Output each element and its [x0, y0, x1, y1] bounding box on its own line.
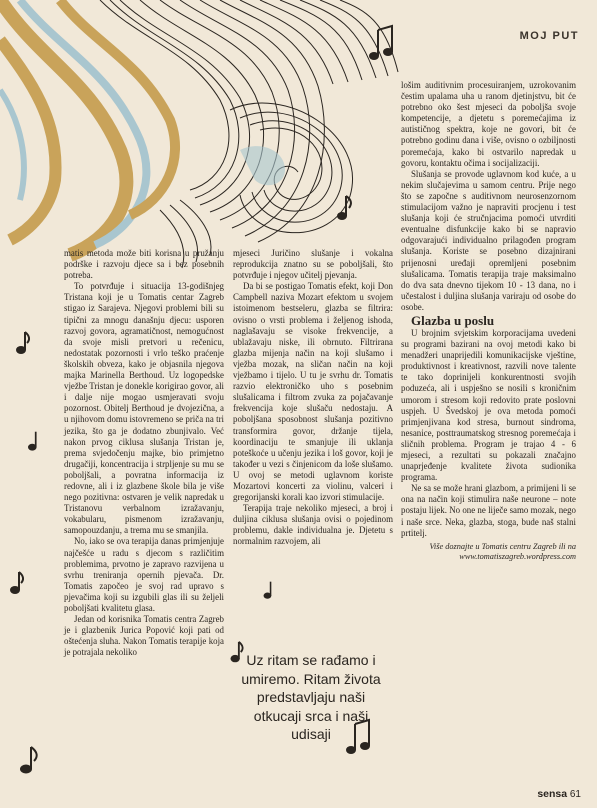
- music-note-icon: [26, 430, 42, 454]
- paragraph: lošim auditivnim procesuiranjem, uzrokovanim čestim upalama uha u ranom djetinjstvu, bit će potrebno oko šest mjeseci da poboljša svoje kompetencije, a djetetu s poremećajima iz autističnog spektra, koje ne govori, bit će potrebno godinu dana i više, ovisno o ozbiljnosti poremećaja, kako bi ostvarilo napredak u govoru, kontaktu očima i socijalizaciji.: [401, 80, 576, 168]
- paragraph: mjeseci Juričino slušanje i vokalna reprodukcija znatno su se poboljšali, što potvrđuje i njegov učitelj pjevanja.: [233, 248, 393, 281]
- paragraph: U brojnim svjetskim korporacijama uvedeni su programi bazirani na ovoj metodi kako bi menadžeri unaprijedili komunikacijske vještine, produktivnost i kreativnost, razvili nove talente te tako doprinijeli konkurentnosti svojih poduzeća, ali i uspješno se nosili s kroničnim umorom i stresom koji redovito prate poslovni uspjeh. U Švedskoj je ova metoda pomoći primjenjivana kod stresa, burnout sindroma, nesanice, posttraumatskog stresnog poremećaja i sličnih problema. Program je trajao 4 - 6 mjeseci, a rezultati su pokazali značajno unaprjeđenje kvalitete života sudionika programa.: [401, 327, 576, 483]
- music-note-icon: [368, 24, 394, 64]
- article-column-2: [233, 248, 393, 548]
- paragraph: No, iako se ova terapija danas primjenjuje najčešće u radu s djecom s različitim problemima, prvotno je zapravo razvijena u svrhu treniranja opernih pjevača. Dr. Tomatis započeo je svoj rad upravo s pjevačima koji su izgubili glas ili su željeli poboljšati kvalitetu glasa.: [64, 536, 224, 613]
- source-note: Više doznajte u Tomatis centru Zagreb ili na www.tomatiszagreb.wordpress.com: [429, 541, 576, 562]
- music-note-icon: [262, 580, 276, 602]
- music-note-icon: [8, 570, 26, 598]
- paragraph: To potvrđuje i situacija 13-godišnjeg Tristana koji je u Tomatis centar Zagreb stigao iz Sarajeva. Njegovi problemi bili su tipični za mnogu današnju djecu: usporen razvoj govora, agramatičnost, nemogućnost da svoje misli pretvori u rečenicu, nedostatak pozornosti i vrlo teško praćenje školskih obveza, kako je objasnila njegova majka Marinella Berthoud. Uz logopedske vježbe Tristan je donekle korigirao govor, ali i dalje nije mogao usmjeravati svoju pozornost. Obitelj Berthoud je dvojezična, a u njihovom domu istovremeno se priča na tri jezika, što ga je dodatno zbunjivalo. Već nakon prvog ciklusa slušanja Tristan je, prema svjedočenju majke, bio primjetno drugačiji, koncentracija i strpljenje su mu se poboljšali, a povratna informacija iz redovne, ali i iz glazbene škole bila je više nego pozitivna: ostvaren je velik napredak u Tristanovu verbalnom izražavanju, vokabularu, pismenom izražavanju, samopouzdanju, a trema mu se smanjila.: [64, 281, 224, 536]
- music-note-icon: [14, 330, 32, 358]
- pull-quote: Uz ritam se rađamo i umiremo. Ritam života predstavljaju naši otkucaji srca i naši udisaji: [241, 652, 381, 742]
- music-note-icon: [334, 194, 354, 224]
- paragraph: Ne sa se može hrani glazbom, a primijeni li se ona na način koji stimulira naše neurone – note postaju lijek. No one ne liječe samo mozak, nego i naše srce. Neka, glazba, stoga, bude naš stalni prtitelj.: [401, 483, 576, 538]
- article-column-3: [401, 80, 576, 563]
- page-number: 61: [569, 789, 581, 800]
- page-footer: [537, 788, 581, 800]
- paragraph: Jedan od korisnika Tomatis centra Zagreb je i glazbenik Jurica Popović koji pati od oštećenja sluha. Nakon Tomatis terapije koja je potrajala nekoliko: [64, 614, 224, 658]
- paragraph: Da bi se postigao Tomatis efekt, koji Don Campbell naziva Mozart efektom u svojem istoimenom bestseleru, glazba se filtrira: ovisno o vrsti problema i željenog ishoda, naglašavaju se visoke frekvencije, a ublažavaju niske, ili obrnuto. Filtrirana glazba mijenja način na koji slušamo i vježba mozak, na sličan način na koji vježbamo i tijelo. U tu je svrhu dr. Tomatis razvio elektroničko uho s posebnim slušalicama i filtrom zvuka za pojačavanje frekvencija koje slušaču nedostaju. A poboljšana sposobnost slušanja pozitivno transformira govor, držanje tijela, koordinaciju te smanjuje ili uklanja poteškoće u učenju jezika i loš govor, koji je također u vezi s činjenicom da loše slušamo. U ovoj se metodi uglavnom koriste Mozartovi koncerti za violinu, valceri i gregorijanski korali kao izvori stimulacije.: [233, 281, 393, 503]
- article-column-1: [64, 248, 224, 658]
- magazine-brand: sensa: [537, 788, 568, 800]
- paragraph: matis metoda može biti korisna u pružanju podrške i razvoju djece sa i bez posebnih potreba.: [64, 248, 224, 281]
- paragraph: Terapija traje nekoliko mjeseci, a broj i duljina ciklusa slušanja ovisi o pojedinom problemu, dakle individualna je. Djetetu s normalnim razvojem, ali: [233, 503, 393, 547]
- section-label: MOJ PUT: [519, 30, 579, 42]
- paragraph: Slušanja se provode uglavnom kod kuće, a u nekim slučajevima u samom centru. Prije nego što se započne s auditivnom neurosenzornom stimulacijom važno je napraviti procjenu i test slušanja koji će stručnjacima pomoći utvrditi eventualne disfunkcije kako bi se napravio odgovarajući individualno prilagođen program slušanja. Koriste se posebno dizajnirani prijenosni uređaji opremljeni posebnim slušalicama. Tomatis terapija traje maksimalno do dva sata dnevno tijekom 10 - 13 dana, no i učestalost i duljina slušanja variraju od osobe do osobe.: [401, 168, 576, 312]
- music-note-icon: [18, 745, 40, 777]
- section-heading: Glazba u poslu: [411, 312, 495, 328]
